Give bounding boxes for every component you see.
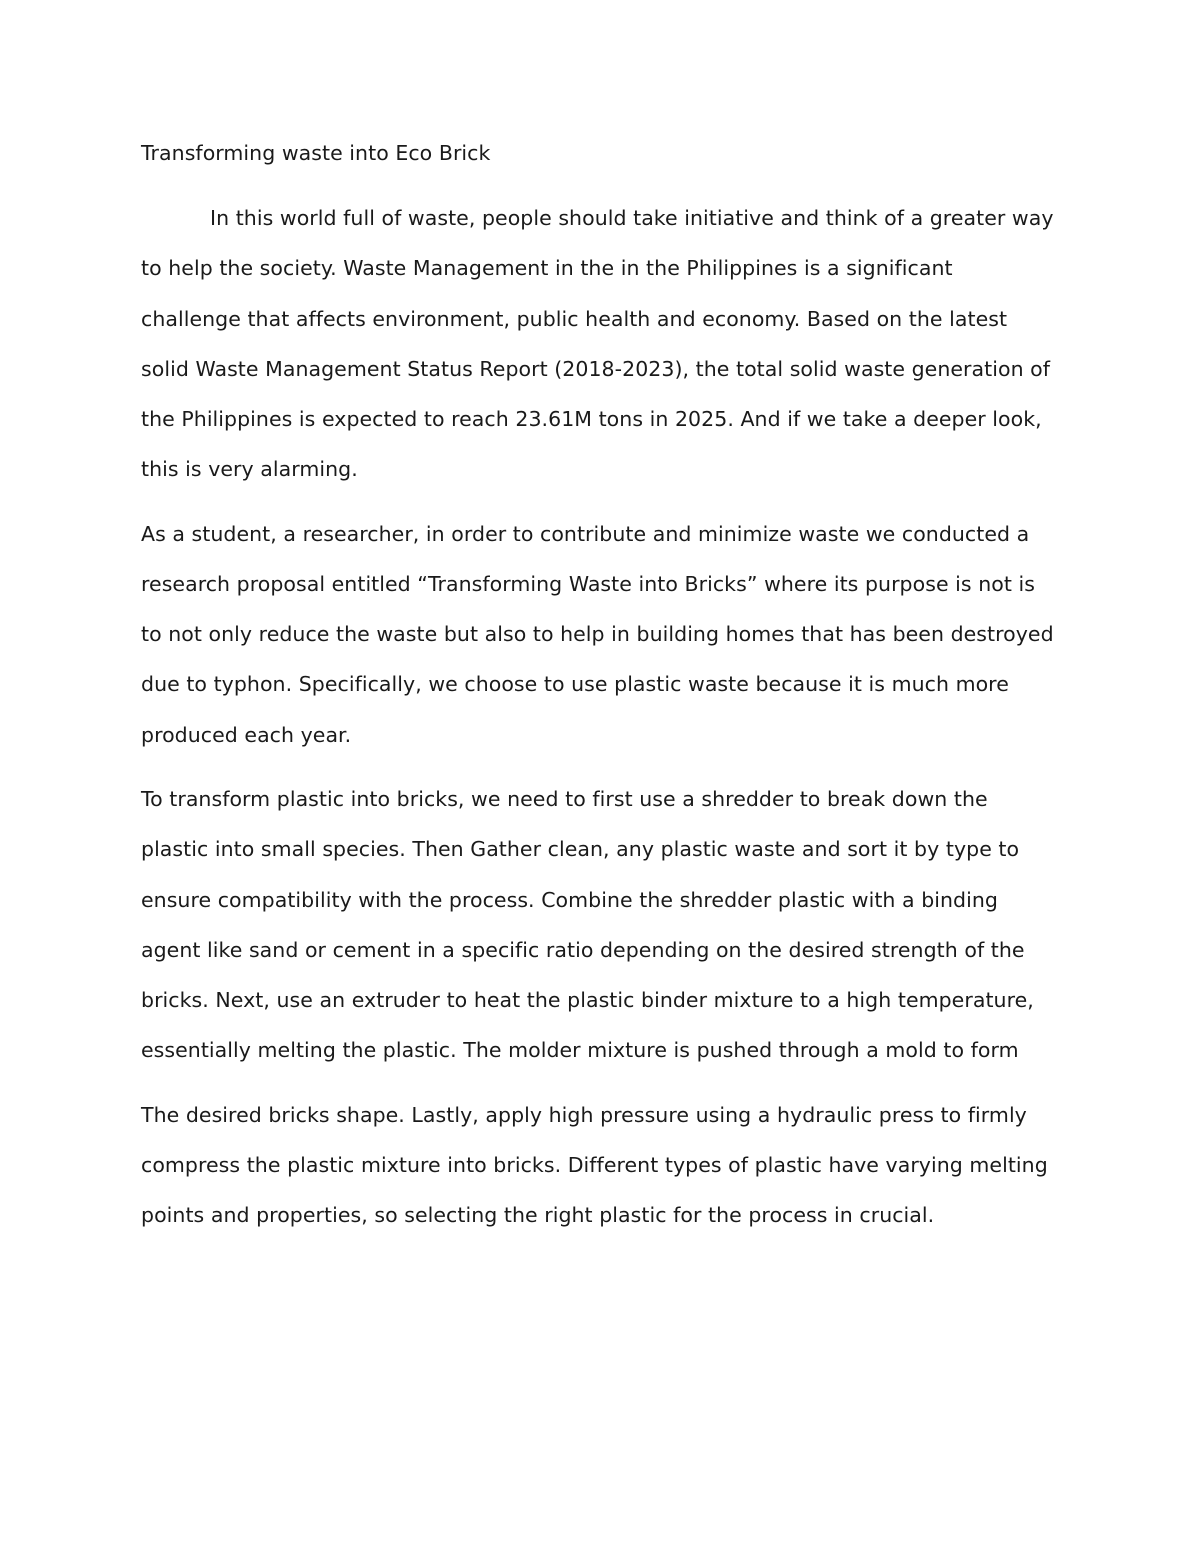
paragraph-intro: In this world full of waste, people should take initiative and think of a greater way to help the society. Waste Management in the in the Philippines is a significant challenge that affects environment, public health and economy. Based on the latest solid Waste Management Status Report (2018-2023), the total solid waste generation of the Philippines is expected to reach 23.61M tons in 2025. And if we take a deeper look, this is very alarming. xyxy=(141,206,1054,482)
paragraph-research: As a student, a researcher, in order to contribute and minimize waste we conducted a research proposal entitled “Transforming Waste into Bricks” where its purpose is not is to not only reduce the waste but also to help in building homes that has been destroyed due to typhon. Specifically, we choose to use plastic waste because it is much more produced each year. xyxy=(141,521,1054,747)
document-body xyxy=(141,128,1059,1240)
spacer xyxy=(141,178,1059,193)
paragraph-process: To transform plastic into bricks, we need to first use a shredder to break down the plastic into small species. Then Gather clean, any plastic waste and sort it by type to ensure compatibility with the process. Combine the shredder plastic with a binding agent like sand or cement in a specific ratio depending on the desired strength of the bricks. Next, use an extruder to heat the plastic binder mixture to a high temperature, essentially melting the plastic. The molder mixture is pushed through a mold to form xyxy=(141,787,1034,1063)
spacer xyxy=(141,760,1059,774)
document-title: Transforming waste into Eco Brick xyxy=(141,141,491,165)
spacer xyxy=(141,1075,1059,1089)
paragraph-conclusion: The desired bricks shape. Lastly, apply high pressure using a hydraulic press to firmly compress the plastic mixture into bricks. Different types of plastic have varying melting points and properties, so selecting the right plastic for the process in crucial. xyxy=(141,1102,1048,1228)
spacer xyxy=(141,494,1059,508)
